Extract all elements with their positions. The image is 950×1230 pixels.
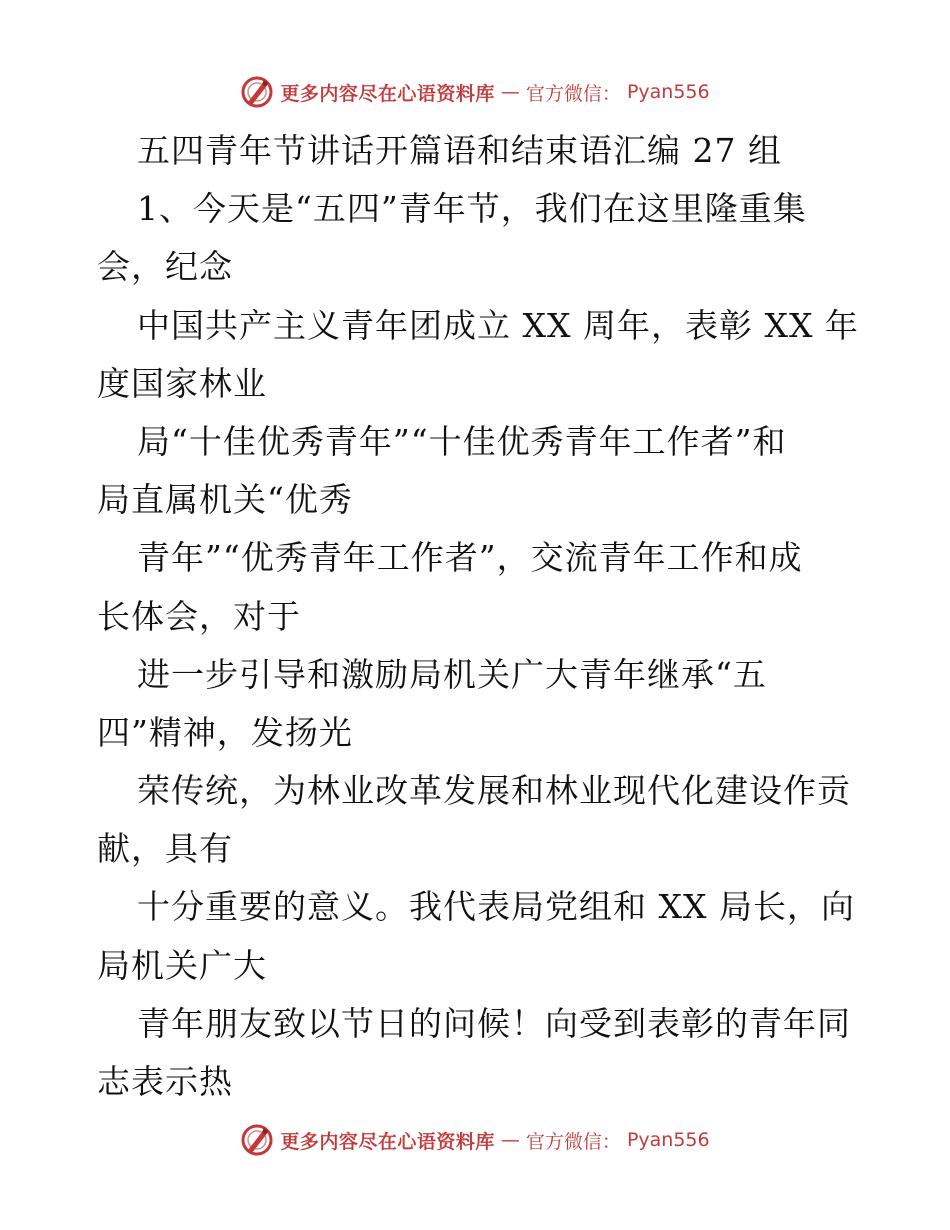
- banner-wechat-id: Pyan556: [626, 1129, 710, 1151]
- pen-circle-logo-icon: [240, 75, 274, 109]
- banner-wechat-label: 官方微信：: [525, 1130, 621, 1153]
- pen-circle-logo-icon: [240, 1123, 274, 1157]
- document-title: 五四青年节讲话开篇语和结束语汇编 27 组: [137, 131, 782, 170]
- text-line: 度国家林业: [97, 363, 267, 403]
- header-watermark-banner: [0, 70, 950, 114]
- text-line: 局“十佳优秀青年”“十佳优秀青年工作者”和: [137, 421, 787, 461]
- text-line: 会，纪念: [97, 247, 233, 287]
- banner-text: 更多内容尽在心语资料库: [280, 1130, 495, 1153]
- text-line: 进一步引导和激励局机关广大青年继承“五: [137, 654, 767, 694]
- text-line: 献，具有: [97, 829, 233, 869]
- text-line: 青年朋友致以节日的问候！向受到表彰的青年同: [137, 1003, 851, 1043]
- document-body: [97, 122, 857, 1111]
- banner-wechat-label: 官方微信：: [525, 82, 621, 105]
- banner-dash: —: [500, 1129, 520, 1151]
- text-line: 十分重要的意义。我代表局党组和 XX 局长，向: [137, 887, 855, 927]
- banner-text: 更多内容尽在心语资料库: [280, 82, 495, 105]
- text-line: 志表示热: [97, 1062, 233, 1101]
- text-line: 局机关广大: [97, 945, 267, 985]
- text-line: 中国共产主义青年团成立 XX 周年，表彰 XX 年: [137, 305, 859, 345]
- text-line: 长体会，对于: [97, 596, 301, 636]
- text-line: 青年”“优秀青年工作者”，交流青年工作和成: [137, 538, 803, 578]
- text-line: 局直属机关“优秀: [97, 480, 353, 520]
- text-line: 四”精神，发扬光: [97, 712, 353, 752]
- banner-wechat-id: Pyan556: [626, 81, 710, 103]
- footer-watermark-banner: [0, 1118, 950, 1162]
- text-line: 1、今天是“五四”青年节，我们在这里隆重集: [137, 189, 807, 229]
- banner-dash: —: [500, 81, 520, 103]
- text-line: 荣传统，为林业改革发展和林业现代化建设作贡: [137, 771, 851, 811]
